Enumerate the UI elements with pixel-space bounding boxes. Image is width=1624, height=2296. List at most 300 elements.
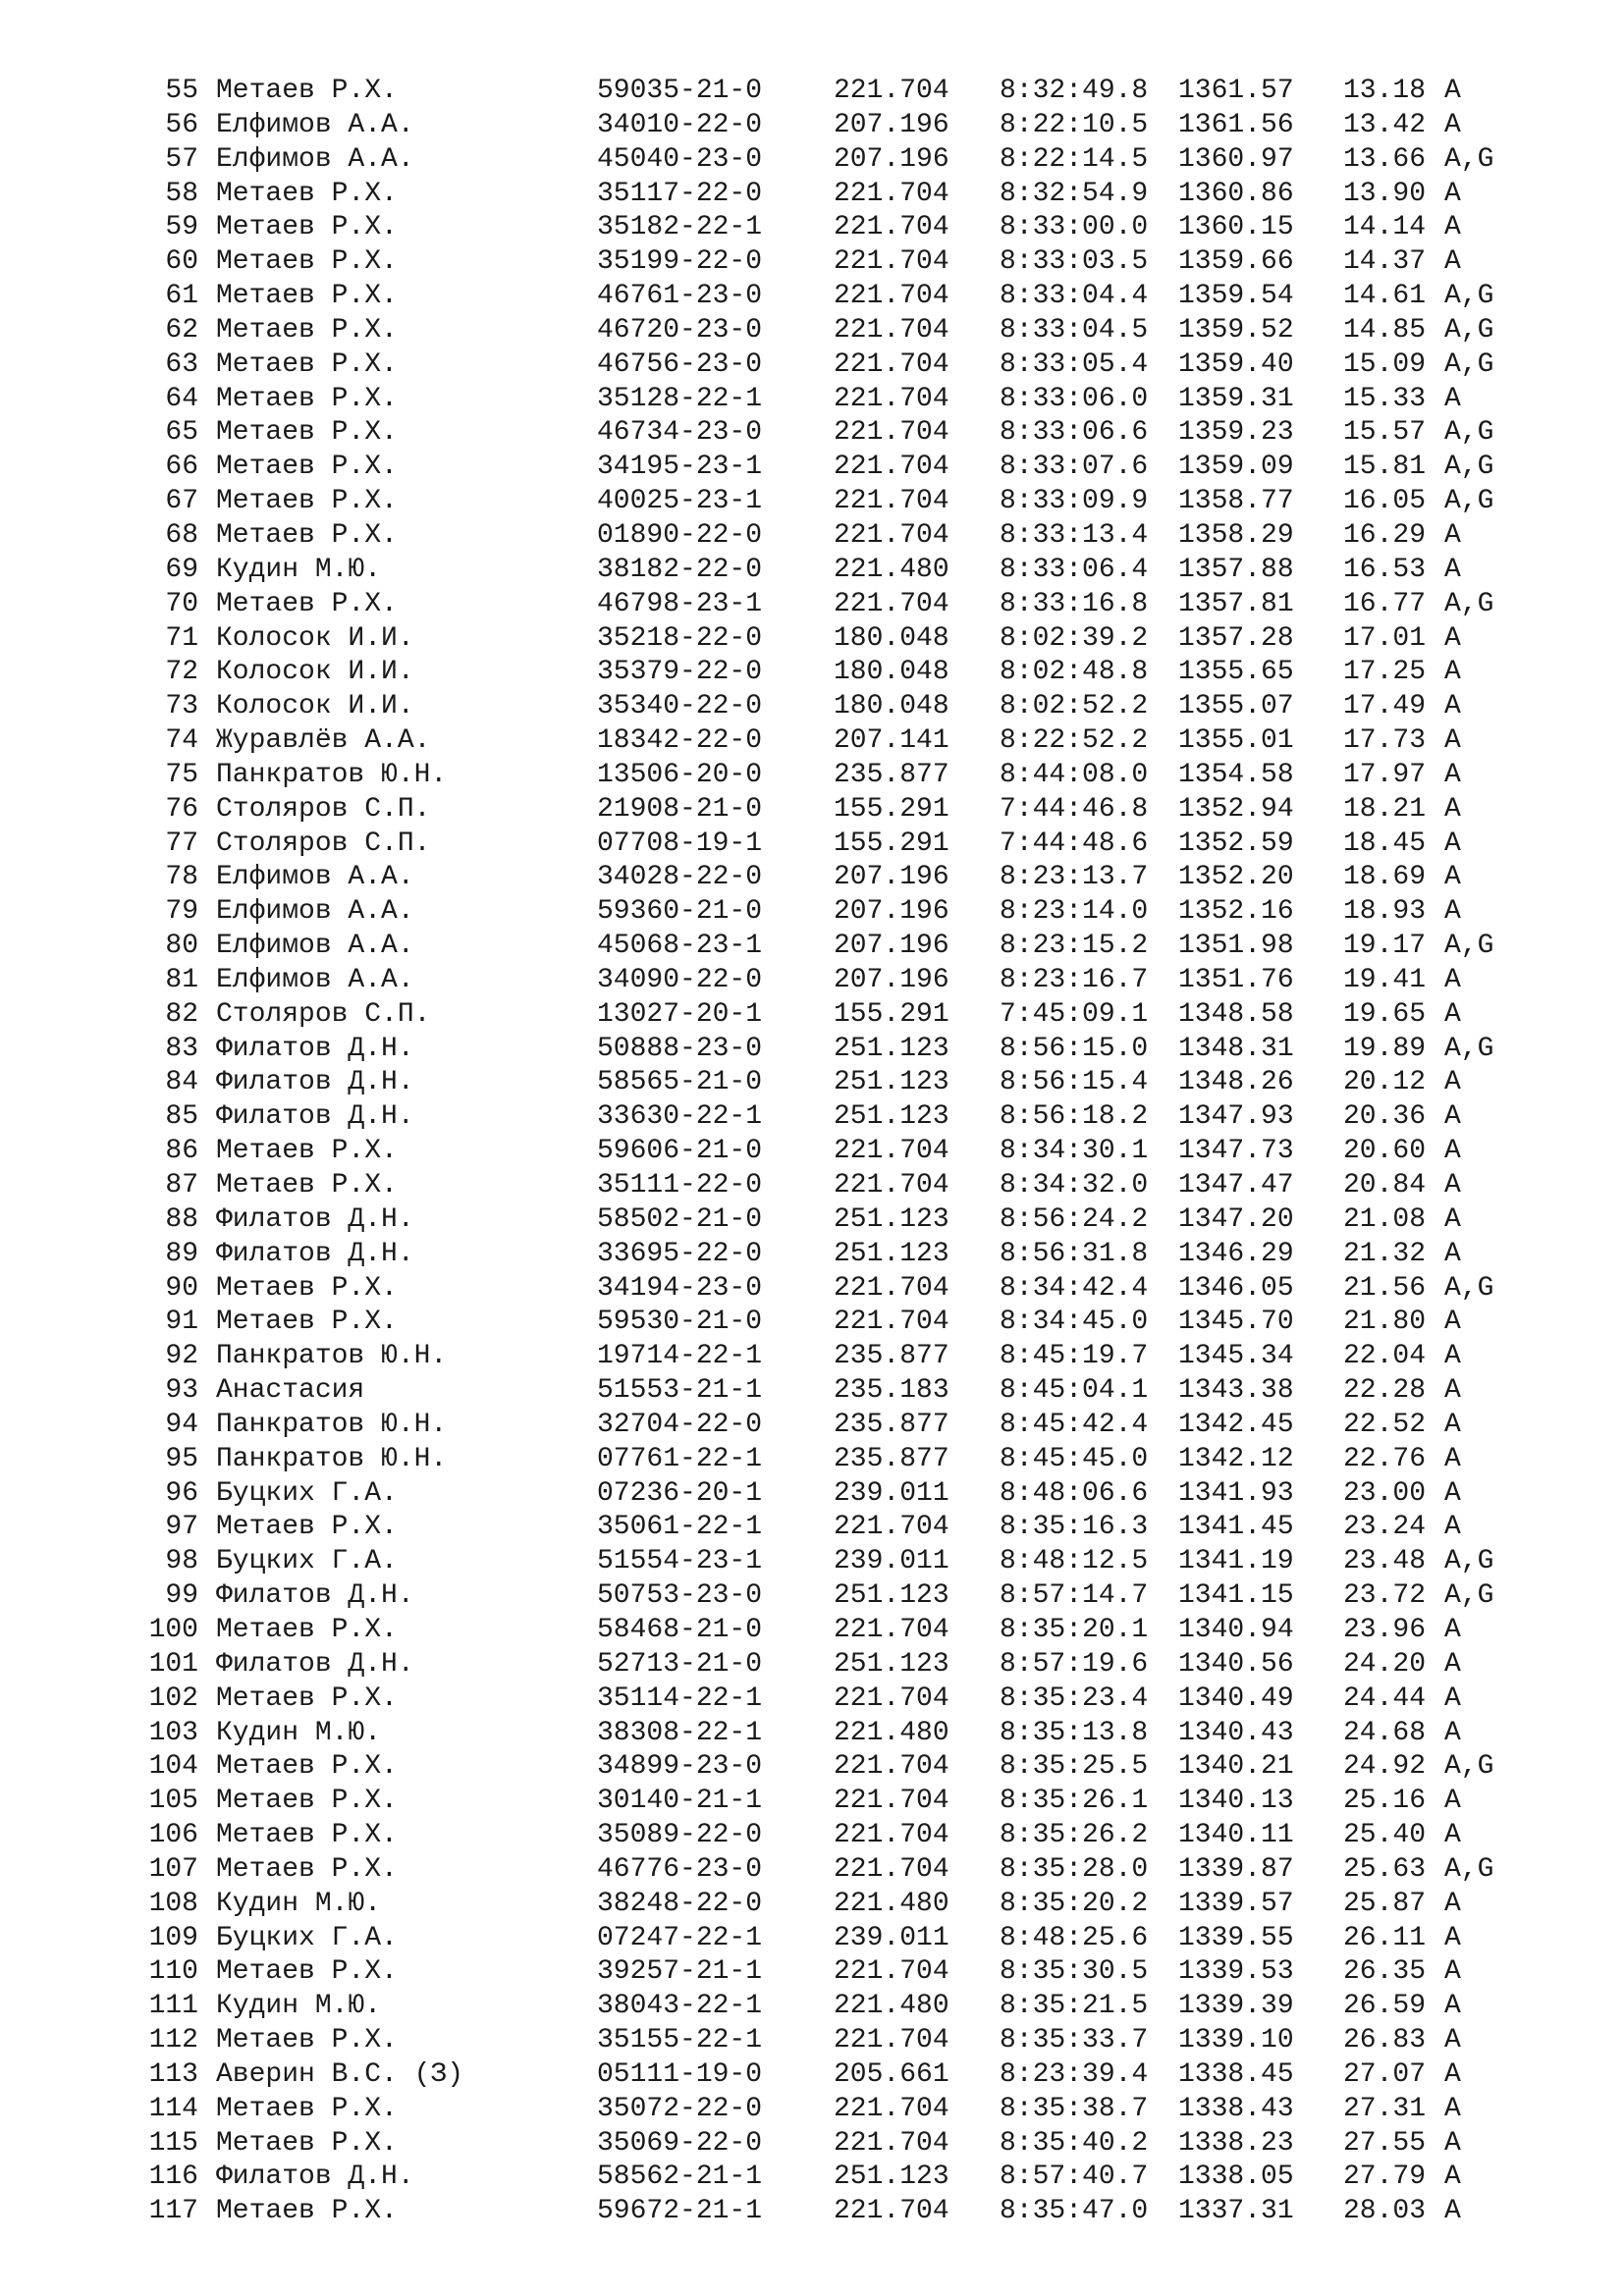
speed-cell: 1337.31 bbox=[1178, 2196, 1294, 2227]
speed-cell: 1355.07 bbox=[1178, 691, 1294, 722]
speed-cell: 1339.39 bbox=[1178, 1991, 1294, 2022]
ring-number-cell: 35340-22-0 bbox=[597, 691, 763, 722]
coefficient-cell: 22.76 bbox=[1343, 1443, 1427, 1474]
distance-cell: 221.704 bbox=[834, 486, 949, 517]
speed-cell: 1354.58 bbox=[1178, 759, 1294, 790]
arrival-time-cell: 8:23:13.7 bbox=[1000, 862, 1149, 893]
coefficient-cell: 18.45 bbox=[1343, 828, 1427, 859]
place-cell: 66 bbox=[165, 452, 198, 483]
table-row bbox=[137, 314, 1532, 348]
category-tag-cell: A,G bbox=[1444, 143, 1494, 175]
category-tag-cell: A bbox=[1444, 1786, 1461, 1817]
ring-number-cell: 50753-23-0 bbox=[597, 1580, 763, 1612]
place-cell: 56 bbox=[165, 109, 198, 140]
ring-number-cell: 07247-22-1 bbox=[597, 1922, 763, 1953]
distance-cell: 207.196 bbox=[834, 862, 949, 893]
speed-cell: 1357.28 bbox=[1178, 622, 1294, 654]
arrival-time-cell: 8:35:16.3 bbox=[1000, 1512, 1149, 1543]
speed-cell: 1341.15 bbox=[1178, 1580, 1294, 1612]
place-cell: 105 bbox=[148, 1786, 198, 1817]
speed-cell: 1343.38 bbox=[1178, 1375, 1294, 1407]
coefficient-cell: 26.59 bbox=[1343, 1991, 1427, 2022]
distance-cell: 207.141 bbox=[834, 725, 949, 757]
speed-cell: 1340.11 bbox=[1178, 1820, 1294, 1851]
place-cell: 116 bbox=[148, 2162, 198, 2193]
speed-cell: 1348.58 bbox=[1178, 998, 1294, 1030]
category-tag-cell: A bbox=[1444, 1409, 1461, 1440]
distance-cell: 221.704 bbox=[834, 178, 949, 209]
distance-cell: 221.704 bbox=[834, 1853, 949, 1885]
arrival-time-cell: 8:34:42.4 bbox=[1000, 1272, 1149, 1304]
category-tag-cell: A bbox=[1444, 1375, 1461, 1407]
category-tag-cell: A bbox=[1444, 964, 1461, 995]
fancier-name-cell: Метаев Р.Х. bbox=[216, 1820, 398, 1851]
distance-cell: 207.196 bbox=[834, 931, 949, 962]
ring-number-cell: 35199-22-0 bbox=[597, 246, 763, 278]
speed-cell: 1347.73 bbox=[1178, 1136, 1294, 1167]
fancier-name-cell: Филатов Д.Н. bbox=[216, 1067, 414, 1098]
category-tag-cell: A,G bbox=[1444, 452, 1494, 483]
ring-number-cell: 34195-23-1 bbox=[597, 452, 763, 483]
arrival-time-cell: 8:35:26.1 bbox=[1000, 1786, 1149, 1817]
table-row bbox=[137, 1990, 1532, 2024]
table-row bbox=[137, 1614, 1532, 1648]
coefficient-cell: 27.07 bbox=[1343, 2058, 1427, 2090]
arrival-time-cell: 8:35:21.5 bbox=[1000, 1991, 1149, 2022]
ring-number-cell: 51554-23-1 bbox=[597, 1546, 763, 1577]
arrival-time-cell: 8:44:08.0 bbox=[1000, 759, 1149, 790]
table-row bbox=[137, 622, 1532, 657]
table-row bbox=[137, 2093, 1532, 2127]
ring-number-cell: 58565-21-0 bbox=[597, 1067, 763, 1098]
table-row bbox=[137, 1238, 1532, 1272]
table-row bbox=[137, 1955, 1532, 1990]
arrival-time-cell: 8:33:06.4 bbox=[1000, 554, 1149, 585]
speed-cell: 1361.56 bbox=[1178, 109, 1294, 140]
ring-number-cell: 46776-23-0 bbox=[597, 1853, 763, 1885]
category-tag-cell: A bbox=[1444, 1888, 1461, 1919]
table-row bbox=[137, 1750, 1532, 1785]
place-cell: 77 bbox=[165, 828, 198, 859]
coefficient-cell: 15.33 bbox=[1343, 383, 1427, 414]
distance-cell: 221.704 bbox=[834, 76, 949, 106]
table-row bbox=[137, 759, 1532, 793]
distance-cell: 251.123 bbox=[834, 2162, 949, 2193]
coefficient-cell: 16.05 bbox=[1343, 486, 1427, 517]
distance-cell: 221.704 bbox=[834, 1956, 949, 1988]
speed-cell: 1338.45 bbox=[1178, 2058, 1294, 2090]
category-tag-cell: A bbox=[1444, 246, 1461, 278]
arrival-time-cell: 8:22:52.2 bbox=[1000, 725, 1149, 757]
place-cell: 115 bbox=[148, 2127, 198, 2159]
ring-number-cell: 35111-22-0 bbox=[597, 1170, 763, 1201]
coefficient-cell: 24.92 bbox=[1343, 1751, 1427, 1783]
fancier-name-cell: Метаев Р.Х. bbox=[216, 1170, 398, 1201]
coefficient-cell: 13.42 bbox=[1343, 109, 1427, 140]
distance-cell: 221.704 bbox=[834, 246, 949, 278]
speed-cell: 1348.31 bbox=[1178, 1033, 1294, 1064]
fancier-name-cell: Журавлёв А.А. bbox=[216, 725, 431, 757]
place-cell: 78 bbox=[165, 862, 198, 893]
coefficient-cell: 26.11 bbox=[1343, 1922, 1427, 1953]
distance-cell: 221.480 bbox=[834, 554, 949, 585]
fancier-name-cell: Кудин М.Ю. bbox=[216, 1717, 382, 1748]
speed-cell: 1359.52 bbox=[1178, 314, 1294, 346]
results-table bbox=[137, 75, 1532, 2229]
distance-cell: 221.704 bbox=[834, 383, 949, 414]
ring-number-cell: 46734-23-0 bbox=[597, 417, 763, 449]
place-cell: 86 bbox=[165, 1136, 198, 1167]
distance-cell: 221.704 bbox=[834, 1272, 949, 1304]
ring-number-cell: 35089-22-0 bbox=[597, 1820, 763, 1851]
distance-cell: 207.196 bbox=[834, 964, 949, 995]
place-cell: 91 bbox=[165, 1307, 198, 1338]
table-row bbox=[137, 1100, 1532, 1135]
category-tag-cell: A bbox=[1444, 1956, 1461, 1988]
speed-cell: 1348.26 bbox=[1178, 1067, 1294, 1098]
ring-number-cell: 59672-21-1 bbox=[597, 2196, 763, 2227]
fancier-name-cell: Панкратов Ю.Н. bbox=[216, 1443, 448, 1474]
coefficient-cell: 13.90 bbox=[1343, 178, 1427, 209]
ring-number-cell: 45068-23-1 bbox=[597, 931, 763, 962]
distance-cell: 251.123 bbox=[834, 1101, 949, 1133]
coefficient-cell: 21.08 bbox=[1343, 1203, 1427, 1235]
fancier-name-cell: Филатов Д.Н. bbox=[216, 1648, 414, 1680]
coefficient-cell: 17.73 bbox=[1343, 725, 1427, 757]
speed-cell: 1359.54 bbox=[1178, 281, 1294, 312]
ring-number-cell: 46720-23-0 bbox=[597, 314, 763, 346]
place-cell: 114 bbox=[148, 2093, 198, 2124]
category-tag-cell: A bbox=[1444, 178, 1461, 209]
ring-number-cell: 35155-22-1 bbox=[597, 2025, 763, 2056]
place-cell: 79 bbox=[165, 896, 198, 928]
coefficient-cell: 19.17 bbox=[1343, 931, 1427, 962]
place-cell: 64 bbox=[165, 383, 198, 414]
place-cell: 111 bbox=[148, 1991, 198, 2022]
category-tag-cell: A,G bbox=[1444, 486, 1494, 517]
distance-cell: 251.123 bbox=[834, 1238, 949, 1269]
category-tag-cell: A bbox=[1444, 212, 1461, 243]
fancier-name-cell: Метаев Р.Х. bbox=[216, 1307, 398, 1338]
ring-number-cell: 30140-21-1 bbox=[597, 1786, 763, 1817]
place-cell: 75 bbox=[165, 759, 198, 790]
category-tag-cell: A bbox=[1444, 828, 1461, 859]
speed-cell: 1338.23 bbox=[1178, 2127, 1294, 2159]
fancier-name-cell: Елфимов А.А. bbox=[216, 109, 414, 140]
distance-cell: 235.183 bbox=[834, 1375, 949, 1407]
speed-cell: 1338.43 bbox=[1178, 2093, 1294, 2124]
ring-number-cell: 52713-21-0 bbox=[597, 1648, 763, 1680]
fancier-name-cell: Метаев Р.Х. bbox=[216, 2093, 398, 2124]
coefficient-cell: 15.81 bbox=[1343, 452, 1427, 483]
speed-cell: 1346.05 bbox=[1178, 1272, 1294, 1304]
coefficient-cell: 25.87 bbox=[1343, 1888, 1427, 1919]
speed-cell: 1339.55 bbox=[1178, 1922, 1294, 1953]
place-cell: 67 bbox=[165, 486, 198, 517]
category-tag-cell: A bbox=[1444, 1477, 1461, 1509]
fancier-name-cell: Столяров С.П. bbox=[216, 793, 431, 825]
table-row bbox=[137, 690, 1532, 724]
place-cell: 88 bbox=[165, 1203, 198, 1235]
coefficient-cell: 23.24 bbox=[1343, 1512, 1427, 1543]
arrival-time-cell: 8:35:30.5 bbox=[1000, 1956, 1149, 1988]
distance-cell: 221.704 bbox=[834, 314, 949, 346]
coefficient-cell: 17.01 bbox=[1343, 622, 1427, 654]
fancier-name-cell: Колосок И.И. bbox=[216, 691, 414, 722]
speed-cell: 1341.19 bbox=[1178, 1546, 1294, 1577]
ring-number-cell: 35069-22-0 bbox=[597, 2127, 763, 2159]
fancier-name-cell: Елфимов А.А. bbox=[216, 896, 414, 928]
fancier-name-cell: Буцких Г.А. bbox=[216, 1546, 398, 1577]
place-cell: 94 bbox=[165, 1409, 198, 1440]
ring-number-cell: 07236-20-1 bbox=[597, 1477, 763, 1509]
place-cell: 74 bbox=[165, 725, 198, 757]
table-row bbox=[137, 1717, 1532, 1751]
category-tag-cell: A,G bbox=[1444, 1546, 1494, 1577]
speed-cell: 1347.93 bbox=[1178, 1101, 1294, 1133]
fancier-name-cell: Филатов Д.Н. bbox=[216, 1580, 414, 1612]
coefficient-cell: 24.68 bbox=[1343, 1717, 1427, 1748]
category-tag-cell: A,G bbox=[1444, 1033, 1494, 1064]
arrival-time-cell: 8:34:30.1 bbox=[1000, 1136, 1149, 1167]
ring-number-cell: 34090-22-0 bbox=[597, 964, 763, 995]
place-cell: 84 bbox=[165, 1067, 198, 1098]
fancier-name-cell: Метаев Р.Х. bbox=[216, 588, 398, 619]
speed-cell: 1357.81 bbox=[1178, 588, 1294, 619]
fancier-name-cell: Елфимов А.А. bbox=[216, 931, 414, 962]
speed-cell: 1360.86 bbox=[1178, 178, 1294, 209]
speed-cell: 1357.88 bbox=[1178, 554, 1294, 585]
arrival-time-cell: 8:23:16.7 bbox=[1000, 964, 1149, 995]
speed-cell: 1342.45 bbox=[1178, 1409, 1294, 1440]
speed-cell: 1352.94 bbox=[1178, 793, 1294, 825]
ring-number-cell: 35061-22-1 bbox=[597, 1512, 763, 1543]
fancier-name-cell: Метаев Р.Х. bbox=[216, 1272, 398, 1304]
ring-number-cell: 51553-21-1 bbox=[597, 1375, 763, 1407]
fancier-name-cell: Метаев Р.Х. bbox=[216, 452, 398, 483]
distance-cell: 155.291 bbox=[834, 793, 949, 825]
table-row bbox=[137, 1579, 1532, 1614]
coefficient-cell: 16.29 bbox=[1343, 519, 1427, 551]
arrival-time-cell: 8:45:42.4 bbox=[1000, 1409, 1149, 1440]
distance-cell: 221.704 bbox=[834, 1751, 949, 1783]
ring-number-cell: 50888-23-0 bbox=[597, 1033, 763, 1064]
category-tag-cell: A bbox=[1444, 1238, 1461, 1269]
place-cell: 58 bbox=[165, 178, 198, 209]
table-row bbox=[137, 109, 1532, 143]
category-tag-cell: A bbox=[1444, 657, 1461, 688]
fancier-name-cell: Метаев Р.Х. bbox=[216, 314, 398, 346]
fancier-name-cell: Филатов Д.Н. bbox=[216, 1238, 414, 1269]
ring-number-cell: 32704-22-0 bbox=[597, 1409, 763, 1440]
table-row bbox=[137, 2127, 1532, 2162]
speed-cell: 1345.34 bbox=[1178, 1341, 1294, 1372]
category-tag-cell: A bbox=[1444, 1717, 1461, 1748]
arrival-time-cell: 8:56:18.2 bbox=[1000, 1101, 1149, 1133]
table-row bbox=[137, 2161, 1532, 2195]
ring-number-cell: 46756-23-0 bbox=[597, 348, 763, 380]
place-cell: 96 bbox=[165, 1477, 198, 1509]
arrival-time-cell: 8:35:23.4 bbox=[1000, 1682, 1149, 1714]
category-tag-cell: A,G bbox=[1444, 281, 1494, 312]
fancier-name-cell: Столяров С.П. bbox=[216, 828, 431, 859]
arrival-time-cell: 8:22:14.5 bbox=[1000, 143, 1149, 175]
speed-cell: 1346.29 bbox=[1178, 1238, 1294, 1269]
speed-cell: 1360.97 bbox=[1178, 143, 1294, 175]
arrival-time-cell: 8:23:15.2 bbox=[1000, 931, 1149, 962]
table-row bbox=[137, 998, 1532, 1033]
category-tag-cell: A bbox=[1444, 2127, 1461, 2159]
ring-number-cell: 59530-21-0 bbox=[597, 1307, 763, 1338]
ring-number-cell: 01890-22-0 bbox=[597, 519, 763, 551]
table-row bbox=[137, 1203, 1532, 1238]
speed-cell: 1340.49 bbox=[1178, 1682, 1294, 1714]
place-cell: 85 bbox=[165, 1101, 198, 1133]
coefficient-cell: 27.55 bbox=[1343, 2127, 1427, 2159]
table-row bbox=[137, 1648, 1532, 1682]
ring-number-cell: 34010-22-0 bbox=[597, 109, 763, 140]
arrival-time-cell: 8:33:16.8 bbox=[1000, 588, 1149, 619]
place-cell: 95 bbox=[165, 1443, 198, 1474]
arrival-time-cell: 8:33:04.4 bbox=[1000, 281, 1149, 312]
table-row bbox=[137, 2024, 1532, 2058]
table-row bbox=[137, 75, 1532, 109]
category-tag-cell: A bbox=[1444, 793, 1461, 825]
distance-cell: 207.196 bbox=[834, 896, 949, 928]
speed-cell: 1339.57 bbox=[1178, 1888, 1294, 1919]
table-row bbox=[137, 1511, 1532, 1545]
place-cell: 60 bbox=[165, 246, 198, 278]
arrival-time-cell: 8:35:26.2 bbox=[1000, 1820, 1149, 1851]
table-row bbox=[137, 793, 1532, 828]
coefficient-cell: 24.44 bbox=[1343, 1682, 1427, 1714]
arrival-time-cell: 8:32:54.9 bbox=[1000, 178, 1149, 209]
speed-cell: 1340.94 bbox=[1178, 1614, 1294, 1645]
coefficient-cell: 22.28 bbox=[1343, 1375, 1427, 1407]
distance-cell: 221.704 bbox=[834, 1170, 949, 1201]
arrival-time-cell: 8:56:24.2 bbox=[1000, 1203, 1149, 1235]
speed-cell: 1338.05 bbox=[1178, 2162, 1294, 2193]
category-tag-cell: A,G bbox=[1444, 348, 1494, 380]
coefficient-cell: 22.04 bbox=[1343, 1341, 1427, 1372]
category-tag-cell: A,G bbox=[1444, 417, 1494, 449]
speed-cell: 1351.76 bbox=[1178, 964, 1294, 995]
ring-number-cell: 46798-23-1 bbox=[597, 588, 763, 619]
distance-cell: 239.011 bbox=[834, 1477, 949, 1509]
category-tag-cell: A bbox=[1444, 554, 1461, 585]
category-tag-cell: A bbox=[1444, 1443, 1461, 1474]
distance-cell: 221.704 bbox=[834, 588, 949, 619]
arrival-time-cell: 8:33:13.4 bbox=[1000, 519, 1149, 551]
table-row bbox=[137, 1409, 1532, 1443]
distance-cell: 221.704 bbox=[834, 1512, 949, 1543]
speed-cell: 1359.23 bbox=[1178, 417, 1294, 449]
speed-cell: 1339.87 bbox=[1178, 1853, 1294, 1885]
speed-cell: 1361.57 bbox=[1178, 76, 1294, 106]
fancier-name-cell: Метаев Р.Х. bbox=[216, 1853, 398, 1885]
speed-cell: 1358.29 bbox=[1178, 519, 1294, 551]
arrival-time-cell: 8:35:38.7 bbox=[1000, 2093, 1149, 2124]
category-tag-cell: A bbox=[1444, 691, 1461, 722]
speed-cell: 1341.93 bbox=[1178, 1477, 1294, 1509]
place-cell: 100 bbox=[148, 1614, 198, 1645]
fancier-name-cell: Филатов Д.Н. bbox=[216, 1033, 414, 1064]
arrival-time-cell: 8:48:06.6 bbox=[1000, 1477, 1149, 1509]
coefficient-cell: 19.89 bbox=[1343, 1033, 1427, 1064]
fancier-name-cell: Колосок И.И. bbox=[216, 622, 414, 654]
fancier-name-cell: Метаев Р.Х. bbox=[216, 1682, 398, 1714]
table-row bbox=[137, 280, 1532, 314]
fancier-name-cell: Елфимов А.А. bbox=[216, 143, 414, 175]
distance-cell: 235.877 bbox=[834, 1341, 949, 1372]
table-row bbox=[137, 588, 1532, 622]
distance-cell: 239.011 bbox=[834, 1546, 949, 1577]
ring-number-cell: 38043-22-1 bbox=[597, 1991, 763, 2022]
distance-cell: 235.877 bbox=[834, 1409, 949, 1440]
distance-cell: 221.704 bbox=[834, 417, 949, 449]
category-tag-cell: A bbox=[1444, 622, 1461, 654]
arrival-time-cell: 8:56:31.8 bbox=[1000, 1238, 1149, 1269]
distance-cell: 180.048 bbox=[834, 657, 949, 688]
coefficient-cell: 21.32 bbox=[1343, 1238, 1427, 1269]
ring-number-cell: 38248-22-0 bbox=[597, 1888, 763, 1919]
arrival-time-cell: 8:35:20.2 bbox=[1000, 1888, 1149, 1919]
category-tag-cell: A,G bbox=[1444, 588, 1494, 619]
table-row bbox=[137, 143, 1532, 178]
arrival-time-cell: 8:22:10.5 bbox=[1000, 109, 1149, 140]
coefficient-cell: 14.61 bbox=[1343, 281, 1427, 312]
coefficient-cell: 15.09 bbox=[1343, 348, 1427, 380]
coefficient-cell: 22.52 bbox=[1343, 1409, 1427, 1440]
fancier-name-cell: Метаев Р.Х. bbox=[216, 1614, 398, 1645]
fancier-name-cell: Кудин М.Ю. bbox=[216, 1991, 382, 2022]
ring-number-cell: 35379-22-0 bbox=[597, 657, 763, 688]
ring-number-cell: 21908-21-0 bbox=[597, 793, 763, 825]
distance-cell: 251.123 bbox=[834, 1203, 949, 1235]
coefficient-cell: 19.65 bbox=[1343, 998, 1427, 1030]
coefficient-cell: 19.41 bbox=[1343, 964, 1427, 995]
speed-cell: 1341.45 bbox=[1178, 1512, 1294, 1543]
distance-cell: 221.704 bbox=[834, 2025, 949, 2056]
arrival-time-cell: 7:44:46.8 bbox=[1000, 793, 1149, 825]
table-row bbox=[137, 1477, 1532, 1512]
table-row bbox=[137, 1306, 1532, 1340]
fancier-name-cell: Метаев Р.Х. bbox=[216, 212, 398, 243]
speed-cell: 1340.43 bbox=[1178, 1717, 1294, 1748]
speed-cell: 1339.10 bbox=[1178, 2025, 1294, 2056]
category-tag-cell: A bbox=[1444, 519, 1461, 551]
place-cell: 73 bbox=[165, 691, 198, 722]
table-row bbox=[137, 895, 1532, 930]
fancier-name-cell: Кудин М.Ю. bbox=[216, 554, 382, 585]
table-row bbox=[137, 656, 1532, 690]
arrival-time-cell: 8:57:14.7 bbox=[1000, 1580, 1149, 1612]
place-cell: 97 bbox=[165, 1512, 198, 1543]
speed-cell: 1347.20 bbox=[1178, 1203, 1294, 1235]
ring-number-cell: 19714-22-1 bbox=[597, 1341, 763, 1372]
fancier-name-cell: Елфимов А.А. bbox=[216, 862, 414, 893]
place-cell: 102 bbox=[148, 1682, 198, 1714]
fancier-name-cell: Панкратов Ю.Н. bbox=[216, 1409, 448, 1440]
arrival-time-cell: 8:57:40.7 bbox=[1000, 2162, 1149, 2193]
fancier-name-cell: Метаев Р.Х. bbox=[216, 246, 398, 278]
ring-number-cell: 35182-22-1 bbox=[597, 212, 763, 243]
coefficient-cell: 23.48 bbox=[1343, 1546, 1427, 1577]
fancier-name-cell: Елфимов А.А. bbox=[216, 964, 414, 995]
place-cell: 104 bbox=[148, 1751, 198, 1783]
speed-cell: 1347.47 bbox=[1178, 1170, 1294, 1201]
place-cell: 61 bbox=[165, 281, 198, 312]
